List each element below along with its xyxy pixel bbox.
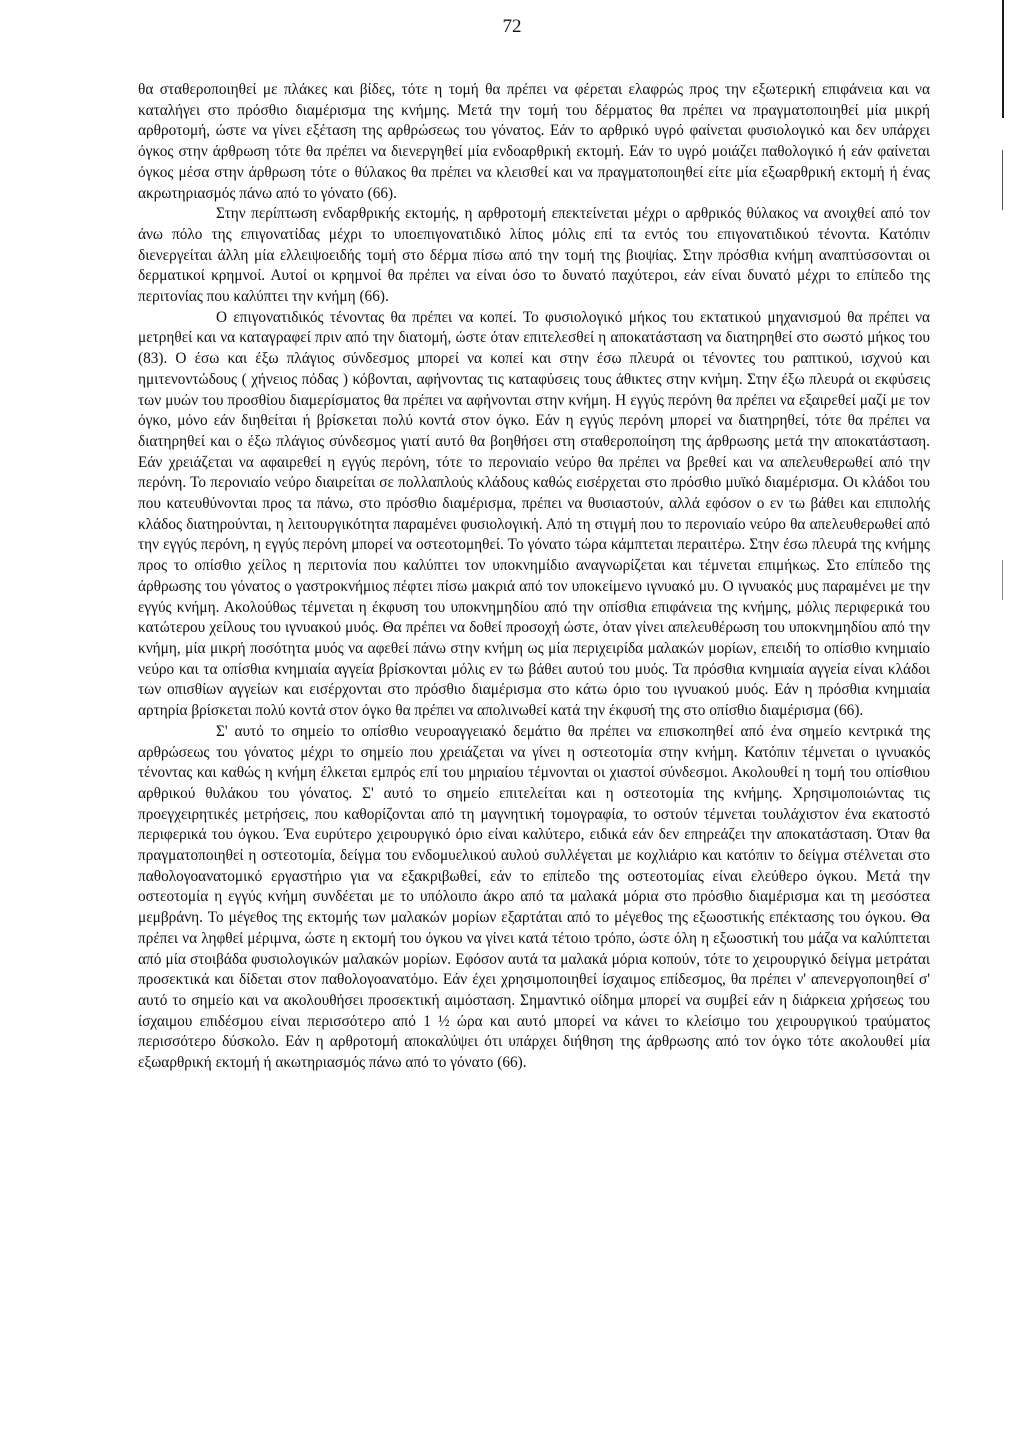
document-body — [138, 80, 930, 1074]
scan-edge-line — [1002, 560, 1003, 600]
page-number: 72 — [502, 16, 522, 37]
paragraph: Ο επιγονατιδικός τένοντας θα πρέπει να κοπεί. Το φυσιολογικό μήκος του εκτατικού μηχανισμού θα πρέπει να μετρηθεί και να καταγραφεί πριν από την διατομή, ώστε όταν επιτελεσθεί η αποκατάσταση να διατηρηθεί στο σωστό μήκος του (83). Ο έσω και έξω πλάγιος σύνδεσμος μπορεί να κοπεί και στην έσω πλευρά οι τένοντες του ραπτικού, ισχνού και ημιτενοντώδους ( χήνειος πόδας ) κόβονται, αφήνοντας τις καταφύσεις τους άθικτες στην κνήμη. Στην έξω πλευρά οι εκφύσεις των μυών του προσθίου διαμερίσματος θα πρέπει να αφήνονται στην κνήμη. Η εγγύς περόνη θα πρέπει να εξαιρεθεί μαζί με τον όγκο, μόνο εάν διηθείται ή βρίσκεται πολύ κοντά στον όγκο. Εάν η εγγύς περόνη μπορεί να διατηρηθεί, τότε θα πρέπει να διατηρηθεί και ο έξω πλάγιος σύνδεσμος γιατί αυτό θα βοηθήσει στη σταθεροποίηση της άρθρωσης μετά την αποκατάσταση. Εάν χρειάζεται να αφαιρεθεί η εγγύς περόνη, τότε το περονιαίο νεύρο θα πρέπει να βρεθεί και να απελευθερωθεί από την περόνη. Το περονιαίο νεύρο διαιρείται σε πολλαπλούς κλάδους καθώς εισέρχεται στο πρόσθιο μυϊκό διαμέρισμα. Οι κλάδοι του που κατευθύνονται προς τα πάνω, στο πρόσθιο διαμέρισμα, πρέπει να θυσιαστούν, αλλά εφόσον ο εν τω βάθει και επιπολής κλάδος διατηρούνται, η λειτουργικότητα παραμένει φυσιολογική. Από τη στιγμή που το περονιαίο νεύρο θα απελευθερωθεί από την εγγύς περόνη, η εγγύς περόνη μπορεί να οστεοτομηθεί. Το γόνατο τώρα κάμπτεται περαιτέρω. Στην έσω πλευρά της κνήμης προς το οπίσθιο χείλος η περιτονία που καλύπτει τον υποκνημίδιο αναγνωρίζεται και τέμνεται επιμήκως. Στο επίπεδο της άρθρωσης του γόνατος ο γαστροκνήμιος πέφτει πίσω μακριά από τον υποκείμενο ιγνυακό μυ. Ο ιγνυακός μυς παραμένει με την εγγύς κνήμη. Ακολούθως τέμνεται η έκφυση του υποκνημηδίου από την οπίσθια επιφάνεια της κνήμης, μόλις περιφερικά του κατώτερου χείλους του ιγνυακού μυός. Θα πρέπει να δοθεί προσοχή ώστε, όταν γίνει απελευθέρωση του υποκνημηδίου από την κνήμη, μία μικρή ποσότητα μυός να αφεθεί πάνω στην κνήμη ως μία περιχειρίδα μαλακών μορίων, επειδή το οπίσθιο κνημιαίο νεύρο και τα οπίσθια κνημιαία αγγεία βρίσκονται μόλις εν τω βάθει αυτού του μυός. Τα πρόσθια κνημιαία αγγεία είναι κλάδοι των οπισθίων αγγείων και εισέρχονται στο πρόσθιο διαμέρισμα στο κάτω όριο του ιγνυακού μυός. Εάν η πρόσθια κνημιαία αρτηρία βρίσκεται πολύ κοντά στον όγκο θα πρέπει να απολινωθεί κατά την έκφυσή της στο οπίσθιο διαμέρισμα (66). — [138, 308, 930, 720]
paragraph: Σ' αυτό το σημείο το οπίσθιο νευροαγγειακό δεμάτιο θα πρέπει να επισκοπηθεί από ένα σημείο κεντρικά της αρθρώσεως του γόνατος μέχρι το σημείο που χρειάζεται να γίνει η οστεοτομία στην κνήμη. Κατόπιν τέμνεται ο ιγνυακός τένοντας και καθώς η κνήμη έλκεται εμπρός επί του μηριαίου τέμνονται οι χιαστοί σύνδεσμοι. Ακολουθεί η τομή του οπίσθιου αρθρικού θυλάκου του γόνατος. Σ' αυτό το σημείο επιτελείται και η οστεοτομία της κνήμης. Χρησιμοποιώντας τις προεγχειρητικές μετρήσεις, που καθορίζονται από τη μαγνητική τομογραφία, το οστούν τέμνεται τουλάχιστον ένα εκατοστό περιφερικά του όγκου. Ένα ευρύτερο χειρουργικό όριο είναι καλύτερο, ειδικά εάν δεν επηρεάζει την αποκατάσταση. Όταν θα πραγματοποιηθεί η οστεοτομία, δείγμα του ενδομυελικού αυλού συλλέγεται με κοχλιάριο και κατόπιν το δείγμα στέλνεται στο παθολογοανατομικό εργαστήριο για να εξακριβωθεί, εάν το επίπεδο της οστεοτομίας είναι ελεύθερο όγκου. Μετά την οστεοτομία η εγγύς κνήμη συνδέεται με το υπόλοιπο άκρο από τα μαλακά μόρια στο πρόσθιο διαμέρισμα και τη μεσόστεα μεμβράνη. Το μέγεθος της εκτομής των μαλακών μορίων εξαρτάται από το μέγεθος της εξωοστικής επέκτασης του όγκου. Θα πρέπει να ληφθεί μέριμνα, ώστε η εκτομή του όγκου να γίνει κατά τέτοιο τρόπο, ώστε όλη η εξωοστική του μάζα να καλύπτεται από μία στοιβάδα φυσιολογικών μαλακών μορίων. Εφόσον αυτά τα μαλακά μόρια κοπούν, τότε το χειρουργικό δείγμα μετράται προσεκτικά και δίδεται στον παθολογοανατόμο. Εάν έχει χρησιμοποιηθεί ίσχαιμος επίδεσμος, θα πρέπει ν' απενεργοποιηθεί σ' αυτό το σημείο και να ακολουθήσει προσεκτική αιμόσταση. Σημαντικό οίδημα μπορεί να συμβεί εάν η διάρκεια χρήσεως του ίσχαιμου επιδέσμου είναι περισσότερο από 1 ½ ώρα και αυτό μπορεί να κάνει το κλείσιμο του χειρουργικού τραύματος περισσότερο δύσκολο. Εάν η αρθροτομή αποκαλύψει ότι υπάρχει διήθηση της άρθρωσης από τον όγκο τότε ακολουθεί μία εξωαρθρική εκτομή ή ακωτηριασμός πάνω από το γόνατο (66). — [138, 722, 930, 1072]
paragraph: Στην περίπτωση ενδαρθρικής εκτομής, η αρθροτομή επεκτείνεται μέχρι ο αρθρικός θύλακος να ανοιχθεί από τον άνω πόλο της επιγονατίδας μέχρι το υποεπιγονατιδικό λίπος μόλις επί τα εντός του επιγονατιδικού τένοντα. Κατόπιν διενεργείται άλλη μία ελλειψοειδής τομή στο δέρμα πίσω από την τομή της βιοψίας. Στην πρόσθια κνήμη αναπτύσσονται οι δερματικοί κρημνοί. Αυτοί οι κρημνοί θα πρέπει να είναι όσο το δυνατό παχύτεροι, εάν είναι δυνατό μέχρι το επίπεδο της περιτονίας που καλύπτει την κνήμη (66). — [138, 205, 930, 306]
paragraph: θα σταθεροποιηθεί με πλάκες και βίδες, τότε η τομή θα πρέπει να φέρεται ελαφρώς προς την εξωτερική επιφάνεια και να καταλήγει στο πρόσθιο διαμέρισμα της κνήμης. Μετά την τομή του δέρματος θα πρέπει να πραγματοποιηθεί μία μικρή αρθροτομή, ώστε να γίνει εξέταση της αρθρώσεως του γόνατος. Εάν το αρθρικό υγρό φαίνεται φυσιολογικό και δεν υπάρχει όγκος στην άρθρωση τότε θα πρέπει να διενεργηθεί μία ενδοαρθρική εκτομή. Εάν το υγρό μοιάζει παθολογικό ή εάν φαίνεται όγκος μέσα στην άρθρωση τότε ο θύλακος θα πρέπει να κλεισθεί και να πραγματοποιηθεί είτε μία εξωαρθρική εκτομή ή ένας ακρωτηριασμός πάνω από το γόνατο (66). — [138, 81, 930, 202]
scan-edge-line — [1002, 150, 1003, 210]
scan-edge-line — [1002, 0, 1004, 118]
